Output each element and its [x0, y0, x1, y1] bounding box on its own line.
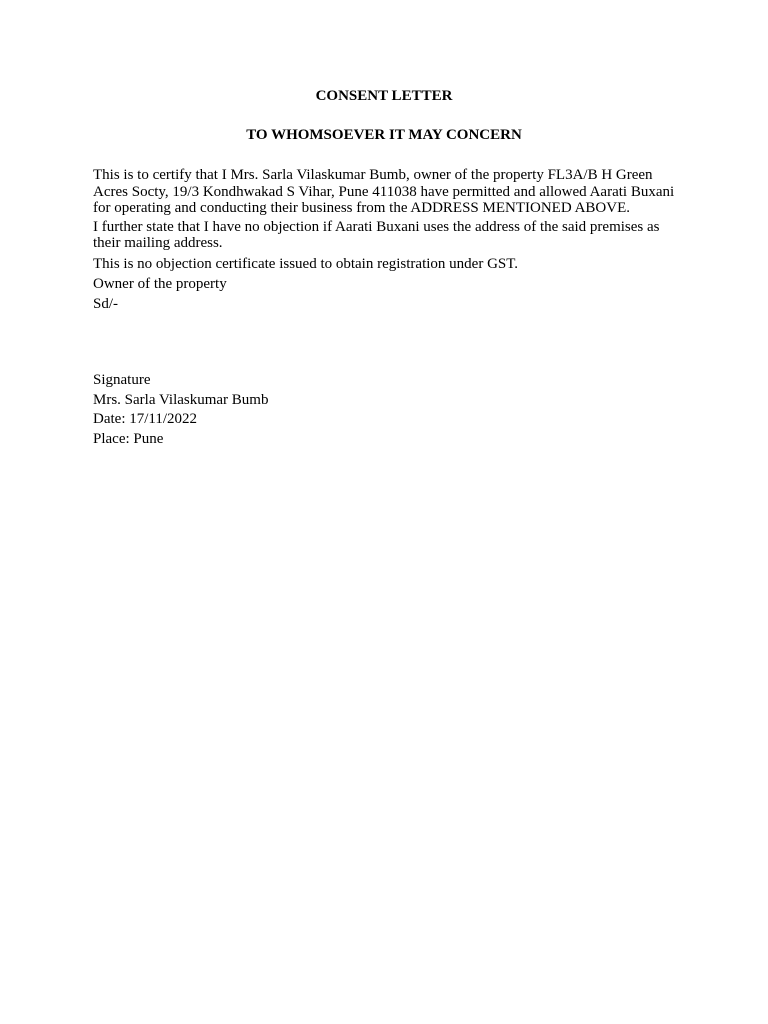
gst-purpose-line: This is no objection certificate issued to obtain registration under GST. — [93, 255, 519, 272]
certification-paragraph: This is to certify that I Mrs. Sarla Vilaskumar Bumb, owner of the property FL3A/B H Green Acres Socty, 19/3 Kondhwakad S Vihar, Pune 411038 have permitted and allowed Aarati Buxani for operating and conducting their business from the ADDRESS MENTIONED ABOVE. — [93, 167, 675, 216]
no-objection-paragraph: I further state that I have no objection if Aarati Buxani uses the address of the said premises as their mailing address. — [93, 218, 660, 251]
sd-line: Sd/- — [93, 295, 119, 312]
date-line: Date: 17/11/2022 — [93, 411, 198, 428]
signature-label: Signature — [93, 372, 151, 388]
owner-line: Owner of the property — [93, 275, 227, 292]
letter-subtitle: TO WHOMSOEVER IT MAY CONCERN — [246, 127, 522, 143]
letter-body — [93, 167, 683, 314]
letter-title: CONSENT LETTER — [315, 88, 453, 104]
signature-block — [93, 371, 268, 450]
signatory-name: Mrs. Sarla Vilaskumar Bumb — [93, 391, 269, 408]
place-line: Place: Pune — [93, 431, 164, 448]
